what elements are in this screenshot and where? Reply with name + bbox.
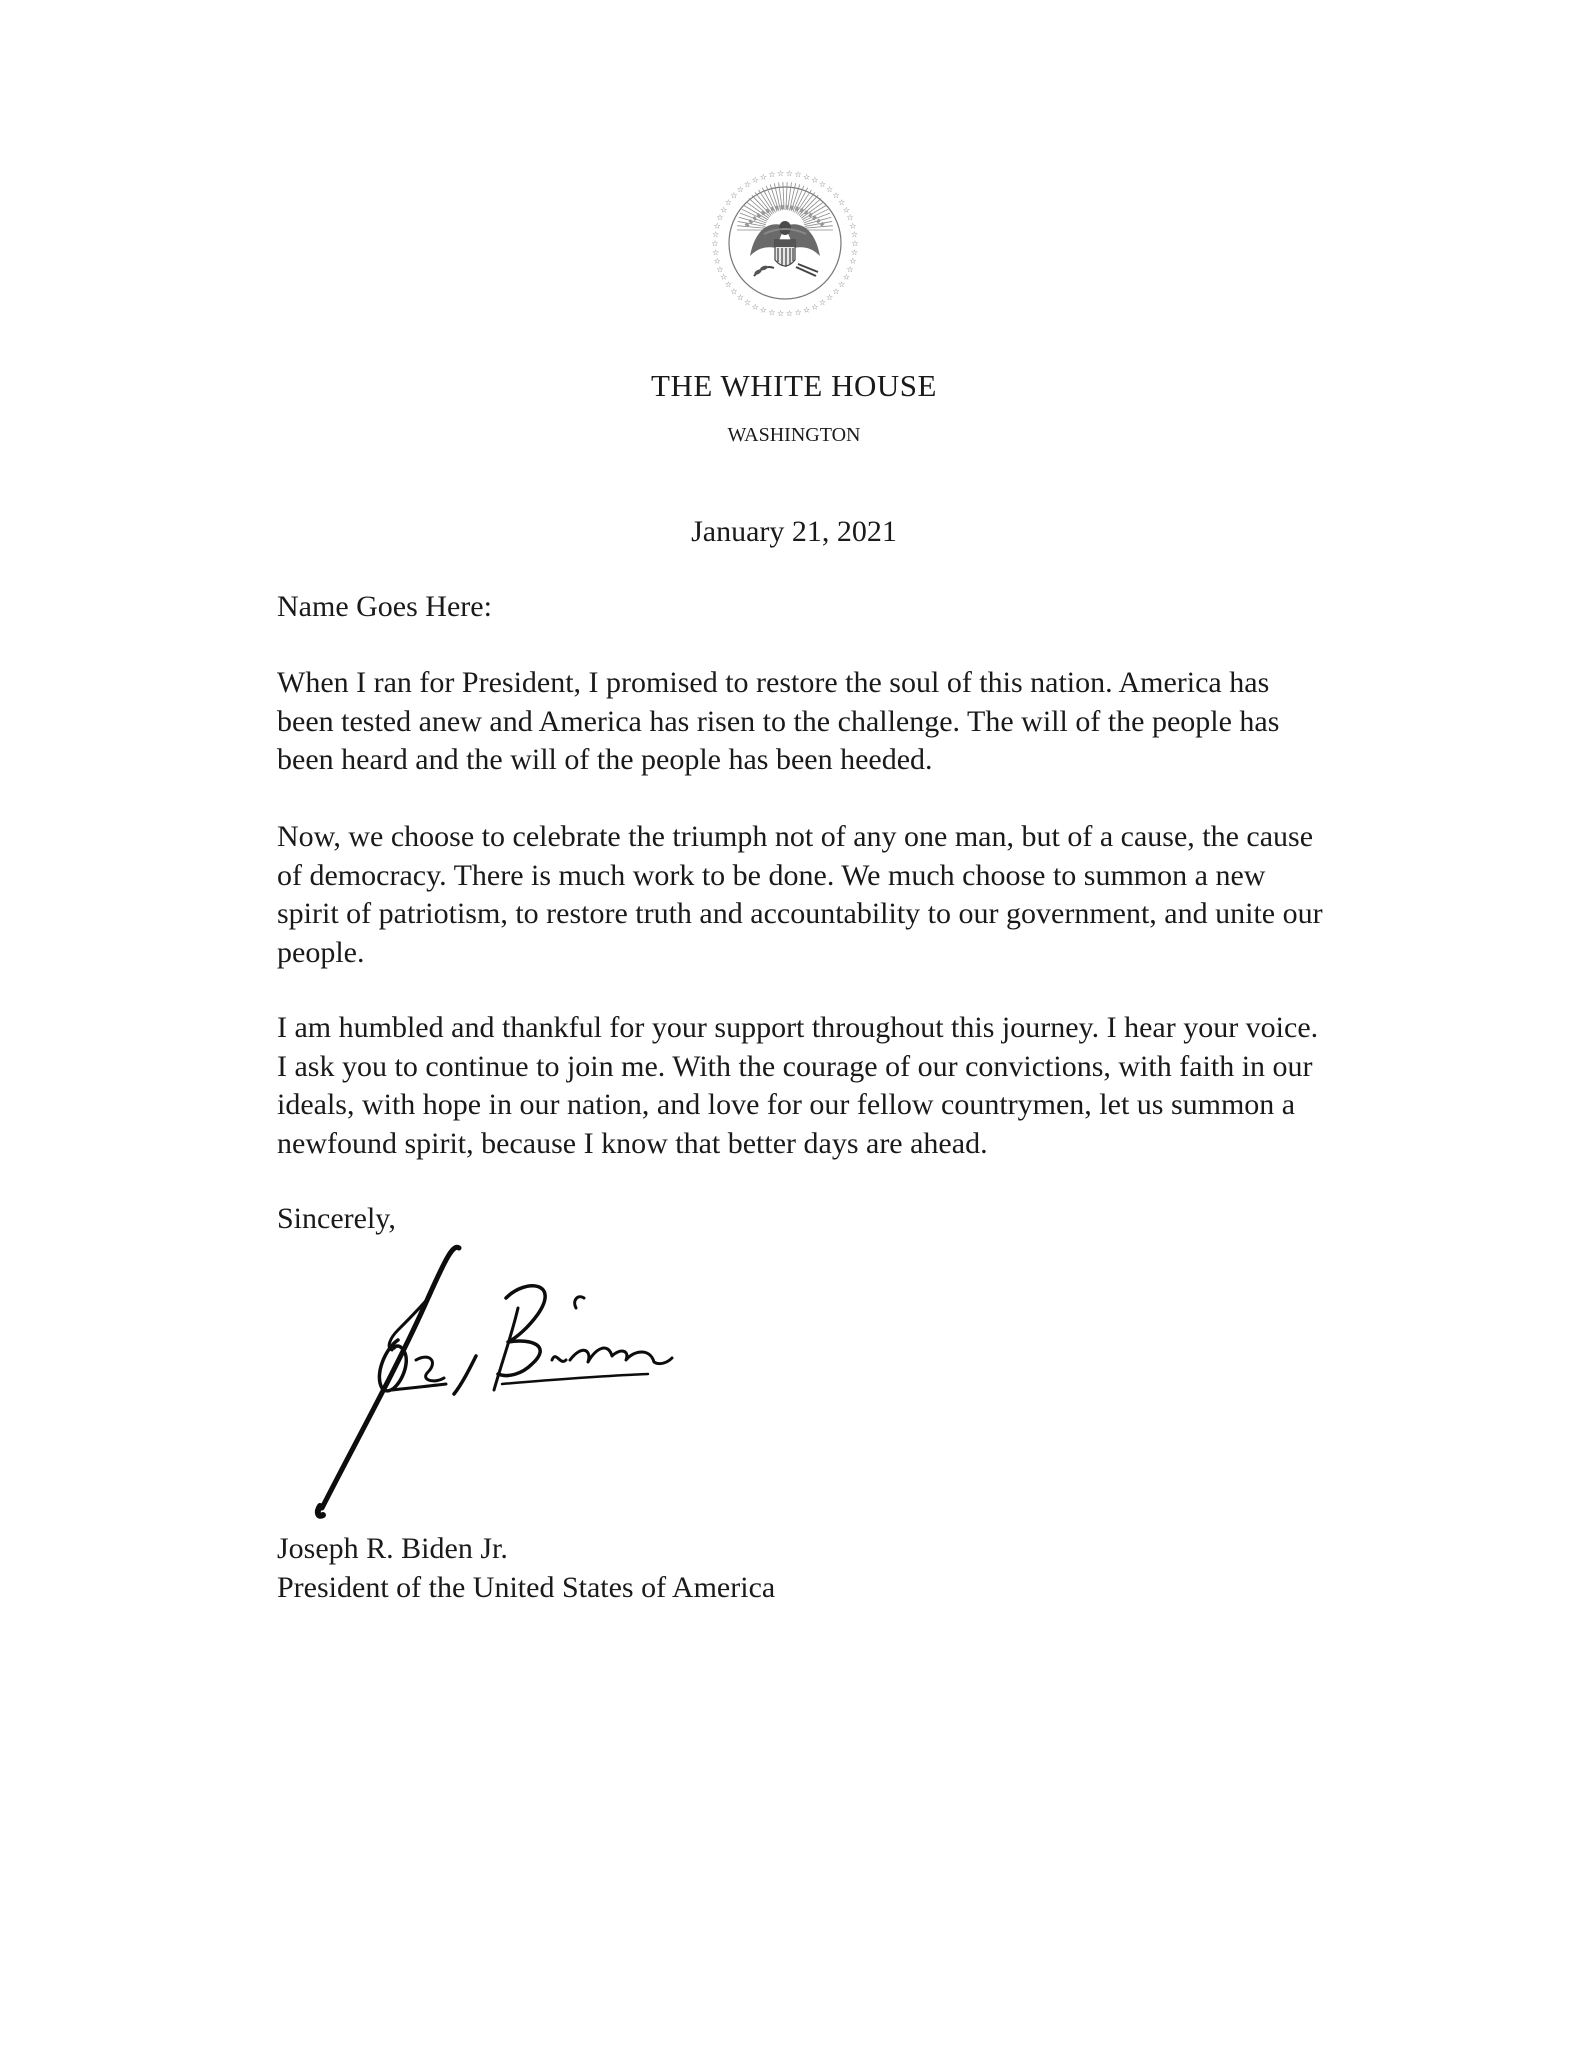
svg-text:☆: ☆ (785, 169, 793, 179)
svg-text:☆: ☆ (713, 221, 721, 231)
svg-text:☆: ☆ (846, 213, 854, 223)
svg-text:☆: ☆ (826, 185, 834, 195)
svg-text:☆: ☆ (751, 302, 759, 312)
letter-date: January 21, 2021 (691, 515, 897, 548)
svg-text:☆: ☆ (842, 272, 850, 282)
svg-text:☆: ☆ (724, 197, 732, 207)
closing: Sincerely, (277, 1202, 396, 1235)
svg-text:☆: ☆ (768, 307, 776, 317)
letterhead-location: WASHINGTON (727, 424, 861, 446)
svg-text:☆: ☆ (743, 298, 752, 308)
svg-text:☆: ☆ (720, 205, 728, 215)
signer-name: Joseph R. Biden Jr. (277, 1532, 508, 1565)
svg-text:☆: ☆ (785, 308, 793, 318)
presidential-seal-icon (706, 164, 864, 322)
svg-text:☆: ☆ (838, 197, 846, 207)
svg-text:☆: ☆ (838, 280, 846, 290)
svg-text:☆: ☆ (768, 170, 776, 180)
svg-text:☆: ☆ (850, 247, 859, 257)
svg-text:☆: ☆ (803, 172, 811, 182)
svg-text:☆: ☆ (849, 256, 857, 266)
svg-text:☆: ☆ (811, 302, 819, 312)
svg-text:☆: ☆ (743, 179, 752, 189)
signer-title: President of the United States of America (277, 1571, 776, 1604)
svg-text:☆: ☆ (832, 191, 840, 201)
svg-text:☆: ☆ (759, 305, 767, 315)
svg-text:☆: ☆ (811, 175, 819, 185)
svg-text:☆: ☆ (842, 205, 850, 215)
svg-text:☆: ☆ (846, 264, 854, 274)
svg-text:☆: ☆ (711, 247, 720, 257)
svg-text:☆: ☆ (730, 191, 738, 201)
svg-text:☆: ☆ (736, 185, 744, 195)
svg-text:☆: ☆ (849, 221, 857, 231)
salutation: Name Goes Here: (277, 590, 492, 623)
svg-text:☆: ☆ (850, 230, 859, 240)
svg-text:☆: ☆ (777, 169, 785, 179)
svg-text:☆: ☆ (818, 298, 827, 308)
body-paragraph-2: Now, we choose to celebrate the triumph not of any one man, but of a cause, the cause of democracy. There is much work to be done. We much choose to summon a new spirit of patriotism, to restore truth and accountability to our government, and unite our people. (277, 820, 1323, 969)
svg-text:☆: ☆ (777, 308, 785, 318)
svg-text:☆: ☆ (832, 286, 840, 296)
handwritten-signature (270, 1238, 710, 1528)
svg-text:☆: ☆ (713, 256, 721, 266)
svg-text:☆: ☆ (724, 280, 732, 290)
svg-text:☆: ☆ (716, 213, 724, 223)
body-paragraph-3: I am humbled and thankful for your support throughout this journey. I hear your voice. I ask you to continue to join me. With the courage of our convictions, with faith in our ideals, with hope in our nation, and love for our fellow countrymen, let us summon a newfound spirit, because I know that better days are ahead. (277, 1011, 1319, 1160)
svg-text:☆: ☆ (818, 179, 827, 189)
svg-text:☆: ☆ (794, 170, 802, 180)
svg-text:☆: ☆ (794, 307, 802, 317)
svg-text:☆: ☆ (851, 239, 859, 248)
svg-text:☆: ☆ (716, 264, 724, 274)
svg-text:☆: ☆ (736, 292, 744, 302)
svg-text:☆: ☆ (826, 292, 834, 302)
svg-text:☆: ☆ (711, 230, 720, 240)
letterhead-title: THE WHITE HOUSE (651, 368, 937, 403)
body-paragraph-1: When I ran for President, I promised to restore the soul of this nation. America has been tested anew and America has risen to the challenge. The will of the people has been heard and the will of the people has been heeded. (277, 666, 1280, 776)
svg-text:☆: ☆ (720, 272, 728, 282)
svg-text:☆: ☆ (751, 175, 759, 185)
svg-text:☆: ☆ (730, 286, 738, 296)
svg-text:☆: ☆ (803, 305, 811, 315)
svg-text:☆: ☆ (759, 172, 767, 182)
svg-text:☆: ☆ (711, 239, 719, 248)
